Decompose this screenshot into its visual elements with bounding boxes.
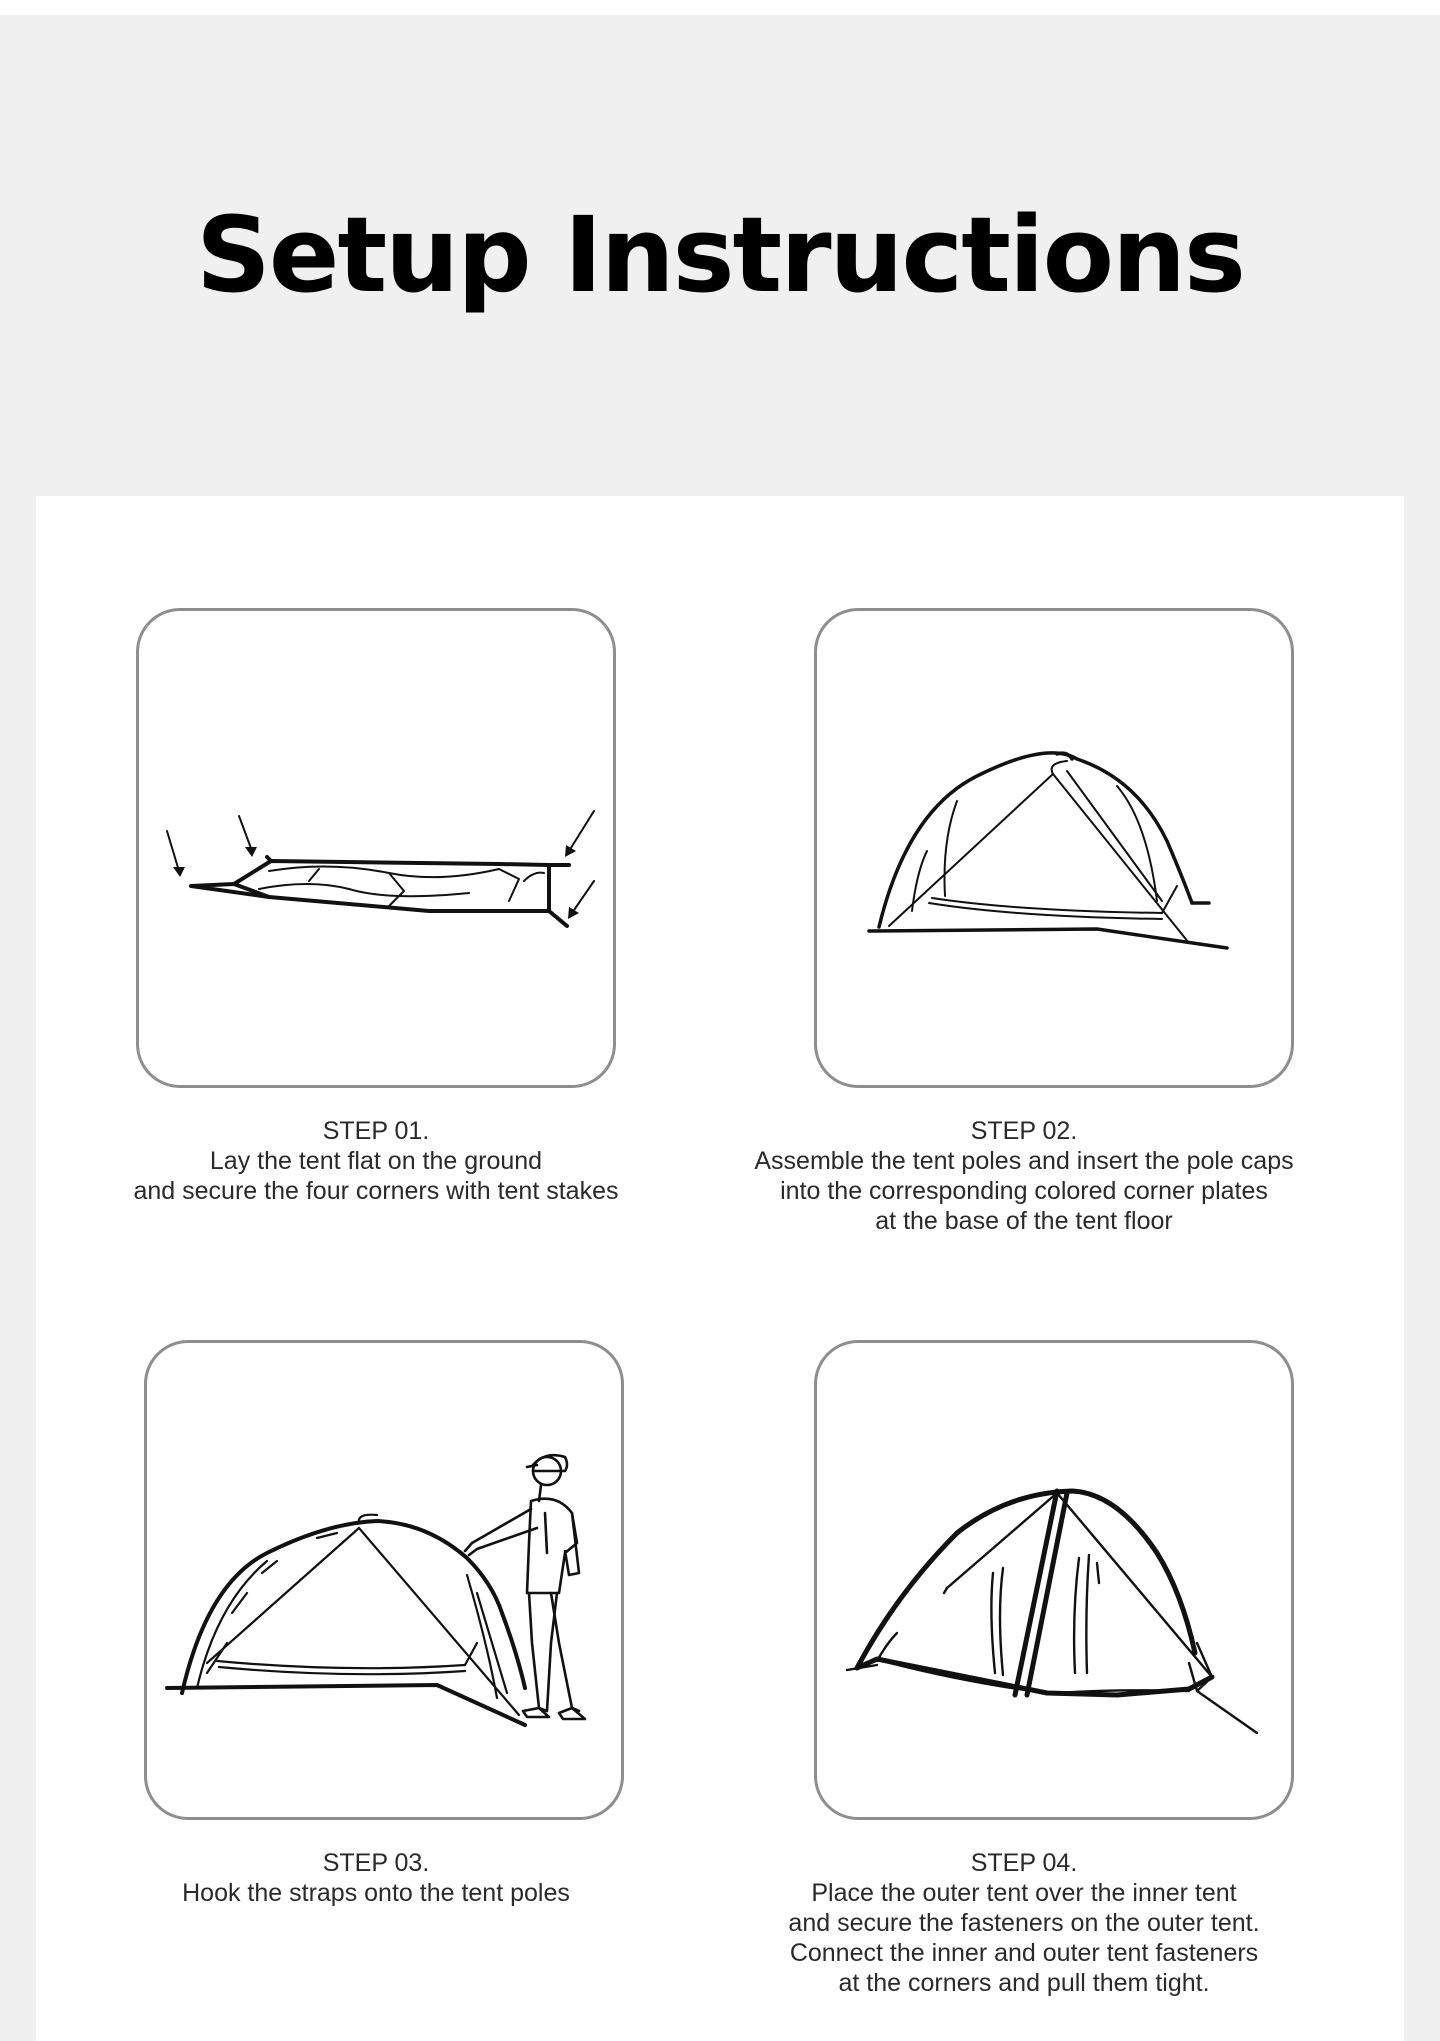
step-01-text-line: Lay the tent flat on the ground <box>209 1147 543 1175</box>
step-03-caption <box>46 1848 706 1908</box>
tent-flat-with-stakes-icon <box>139 611 613 1085</box>
step-04-text-line: at the corners and pull them tight. <box>838 1969 1210 1997</box>
page-title: Setup Instructions <box>196 194 1244 316</box>
step-02-label: STEP 02. <box>970 1117 1078 1145</box>
step-02-text-line: Assemble the tent poles and insert the pole caps <box>754 1147 1294 1175</box>
step-02-illustration-card <box>814 608 1294 1088</box>
tent-dome-with-poles-icon <box>817 611 1291 1085</box>
step-04-text-line: Place the outer tent over the inner tent <box>811 1879 1237 1907</box>
step-03-illustration-card <box>144 1340 624 1820</box>
step-04-illustration-card <box>814 1340 1294 1820</box>
step-01-label: STEP 01. <box>322 1117 430 1145</box>
step-04-text-line: Connect the inner and outer tent fasteners <box>789 1939 1259 1967</box>
step-03-label: STEP 03. <box>322 1849 430 1877</box>
step-02-text-line: into the corresponding colored corner plates <box>780 1177 1268 1205</box>
step-01-illustration-card <box>136 608 616 1088</box>
tent-with-outer-fly-icon <box>817 1343 1291 1817</box>
step-02-caption <box>694 1116 1354 1236</box>
step-01-text-line: and secure the four corners with tent stakes <box>133 1177 619 1205</box>
instructions-panel <box>36 496 1404 2041</box>
step-04-text-line: and secure the fasteners on the outer tent. <box>788 1909 1260 1937</box>
step-04-label: STEP 04. <box>970 1849 1078 1877</box>
step-03-text-line: Hook the straps onto the tent poles <box>182 1879 570 1907</box>
person-hooking-straps-icon <box>147 1343 621 1817</box>
step-02-text-line: at the base of the tent floor <box>875 1207 1173 1235</box>
step-04-caption <box>694 1848 1354 1998</box>
step-01-caption <box>46 1116 706 1206</box>
